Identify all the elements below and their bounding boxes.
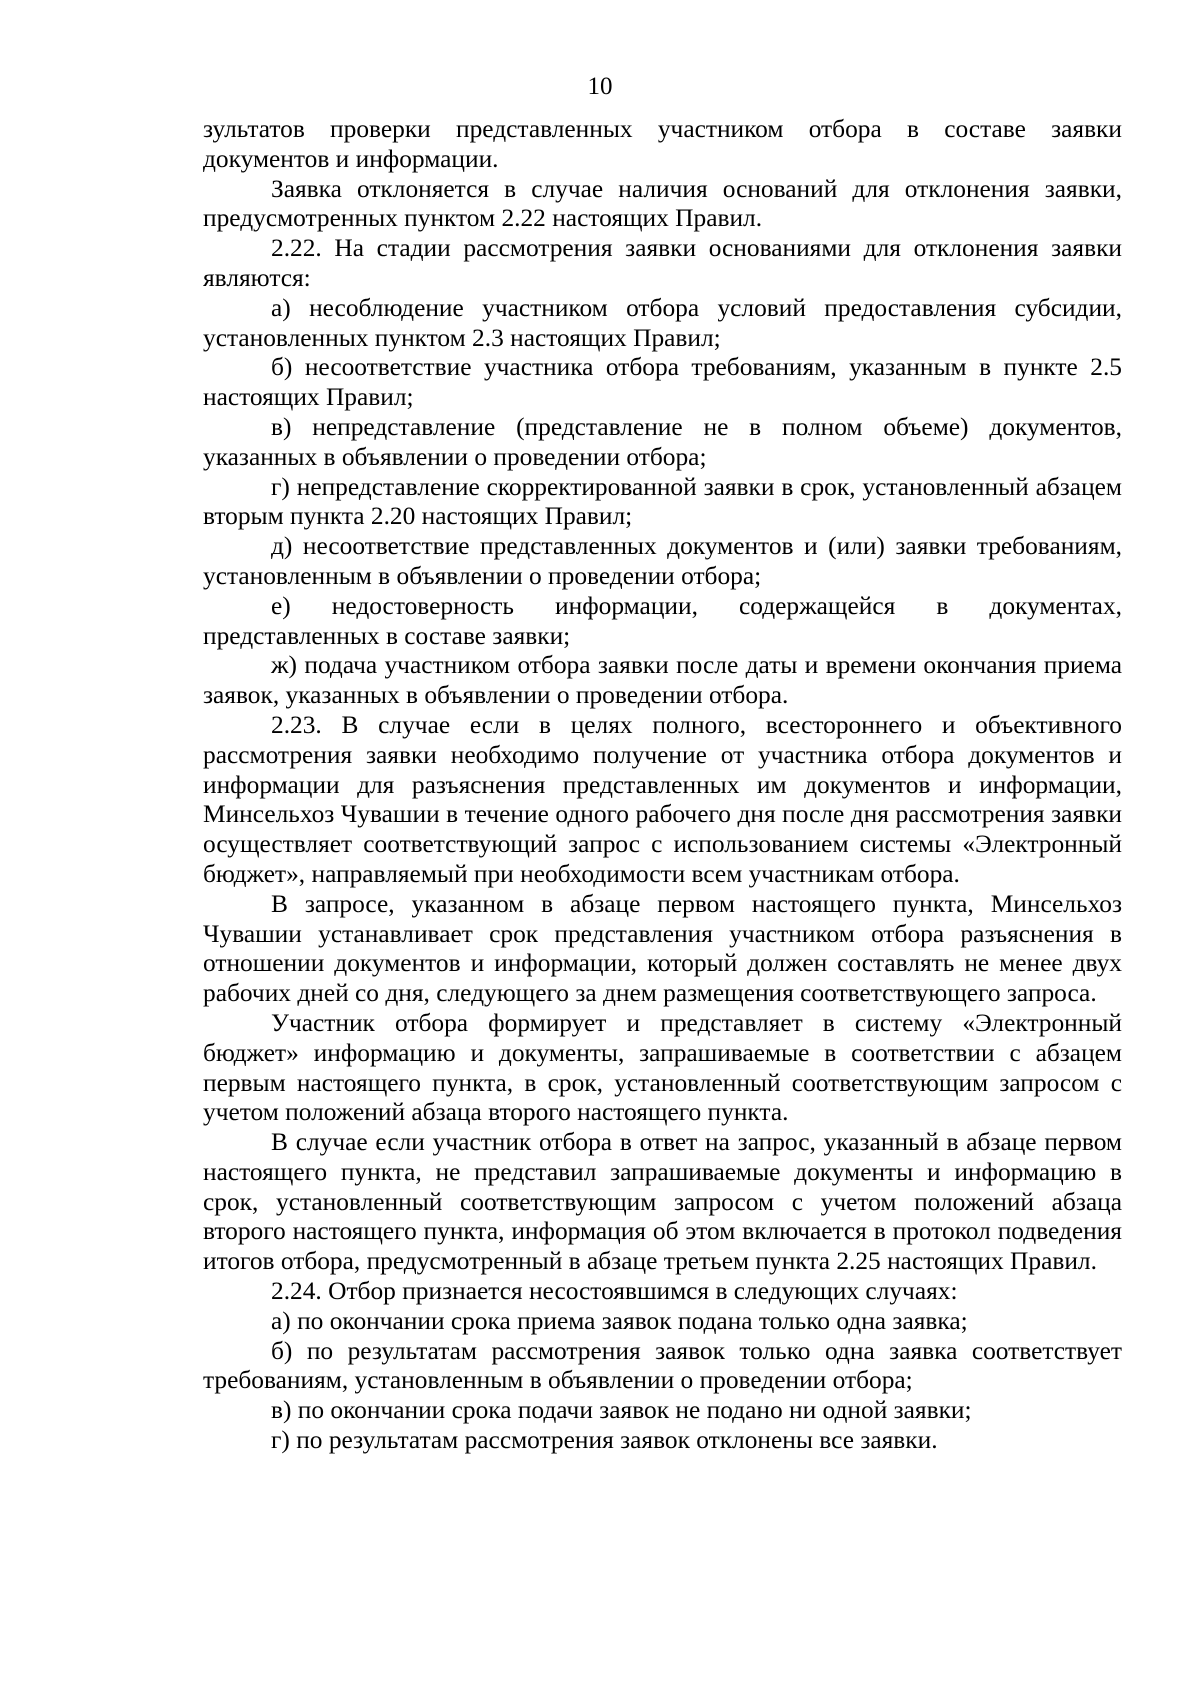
list-item: г) непредставление скорректированной заявки в срок, установленный абзацем вторым пункта 2.20 настоящих Правил; [203, 472, 1122, 531]
paragraph: зультатов проверки представленных участником отбора в составе заявки документов и информации. [203, 115, 1122, 173]
page-number: 10 [587, 73, 613, 100]
paragraph: В запросе, указанном в абзаце первом настоящего пункта, Минсельхоз Чувашии устанавливает срок представления участником отбора разъяснения в отношении документов и информации, который должен составлять не менее двух рабочих дней со дня, следующего за днем размещения соответствующего запроса. [203, 889, 1122, 1008]
list-item: г) по результатам рассмотрения заявок отклонены все заявки. [271, 1426, 938, 1455]
paragraph: Заявка отклоняется в случае наличия оснований для отклонения заявки, предусмотренных пунктом 2.22 настоящих Правил. [203, 174, 1122, 233]
paragraph: 2.22. На стадии рассмотрения заявки основаниями для отклонения заявки являются: [203, 234, 1122, 292]
paragraph: В случае если участник отбора в ответ на запрос, указанный в абзаце первом настоящего пункта, не представил запрашиваемые документы и информацию в срок, установленный соответствующим запросом с учетом положений абзаца второго настоящего пункта, информация об этом включается в протокол подведения итогов отбора, предусмотренный в абзаце третьем пункта 2.25 настоящих Правил. [203, 1128, 1122, 1276]
paragraph: Участник отбора формирует и представляет в систему «Электронный бюджет» информацию и документы, запрашиваемые в соответствии с абзацем первым настоящего пункта, в срок, установленный соответствующим запросом с учетом положений абзаца второго настоящего пункта. [203, 1008, 1122, 1127]
paragraph: 2.24. Отбор признается несостоявшимся в следующих случаях: [271, 1277, 958, 1306]
list-item: д) несоответствие представленных документов и (или) заявки требованиям, установленным в объявлении о проведении отбора; [203, 532, 1122, 590]
list-item: в) по окончании срока подачи заявок не подано ни одной заявки; [271, 1396, 972, 1425]
list-item: б) по результатам рассмотрения заявок только одна заявка соответствует требованиям, установленным в объявлении о проведении отбора; [203, 1336, 1122, 1395]
list-item: ж) подача участником отбора заявки после даты и времени окончания приема заявок, указанных в объявлении о проведении отбора. [203, 651, 1122, 710]
document-body [203, 115, 1122, 1456]
list-item: а) по окончании срока приема заявок подана только одна заявка; [271, 1306, 968, 1335]
list-item: а) несоблюдение участником отбора условий предоставления субсидии, установленных пунктом 2.3 настоящих Правил; [203, 293, 1122, 352]
paragraph: 2.23. В случае если в целях полного, всестороннего и объективного рассмотрения заявки необходимо получение от участника отбора документов и информации для разъяснения представленных им документов и информации, Минсельхоз Чувашии в течение одного рабочего дня после дня рассмотрения заявки осуществляет соответствующий запрос с использованием системы «Электронный бюджет», направляемый при необходимости всем участникам отбора. [203, 710, 1122, 888]
list-item: б) несоответствие участника отбора требованиям, указанным в пункте 2.5 настоящих Правил; [203, 353, 1122, 412]
list-item: в) непредставление (представление не в полном объеме) документов, указанных в объявлении о проведении отбора; [203, 412, 1122, 471]
list-item: е) недостоверность информации, содержащейся в документах, представленных в составе заявки; [203, 591, 1122, 650]
